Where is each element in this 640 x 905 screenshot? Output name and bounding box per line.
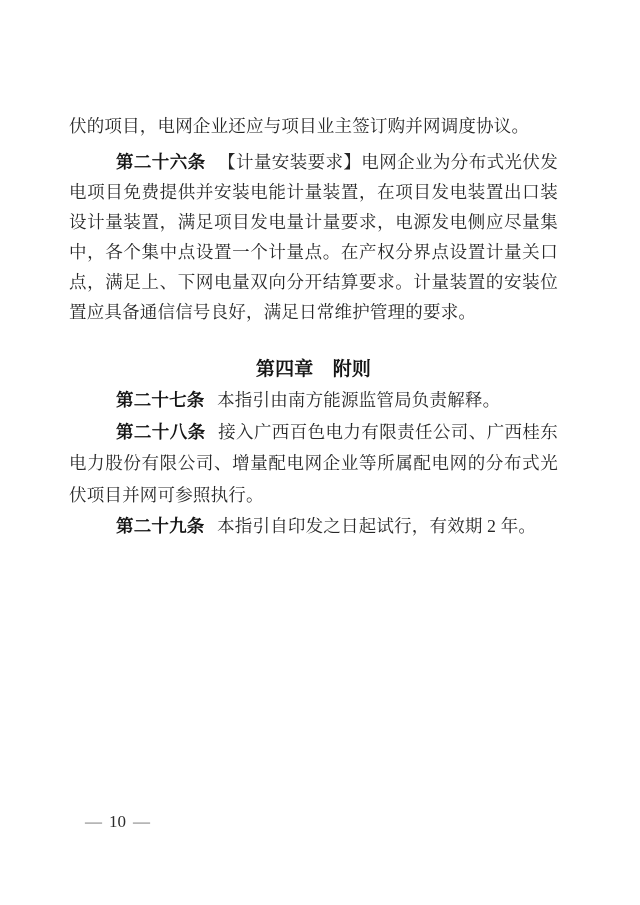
- article-27-text: 本指引由南方能源监管局负责解释。: [217, 390, 501, 410]
- article-28-term: 第二十八条: [116, 421, 206, 442]
- article-26-paragraph: [69, 147, 558, 327]
- article-27-paragraph: [69, 385, 558, 417]
- article-26-term: 第二十六条: [116, 152, 206, 172]
- footer-right-dash: —: [133, 812, 150, 831]
- document-body: [69, 111, 558, 543]
- chapter-heading: 第四章 附则: [255, 359, 372, 380]
- page-number: 10: [109, 812, 126, 831]
- footer-left-dash: —: [85, 812, 102, 831]
- article-28-text: 接入广西百色电力有限责任公司、广西桂东电力股份有限公司、增量配电网企业等所属配电网的分布式光伏项目并网可参照执行。: [69, 421, 558, 505]
- page-footer: [85, 812, 150, 832]
- article-29-text: 本指引自印发之日起试行，有效期 2 年。: [217, 516, 537, 536]
- article-28-paragraph: [69, 417, 558, 512]
- paragraph-continuation: 伏的项目，电网企业还应与项目业主签订购并网调度协议。: [69, 116, 530, 136]
- article-27-term: 第二十七条: [116, 390, 205, 410]
- article-29-paragraph: [69, 511, 558, 543]
- article-29-term: 第二十九条: [116, 516, 205, 536]
- article-26-text: 【计量安装要求】电网企业为分布式光伏发电项目免费提供并安装电能计量装置，在项目发电装置出口装设计量装置，满足项目发电量计量要求，电源发电侧应尽量集中，各个集中点设置一个计量点。在产权分界点设置计量关口点，满足上、下网电量双向分开结算要求。计量装置的安装位置应具备通信信号良好，满足日常维护管理的要求。: [69, 152, 558, 322]
